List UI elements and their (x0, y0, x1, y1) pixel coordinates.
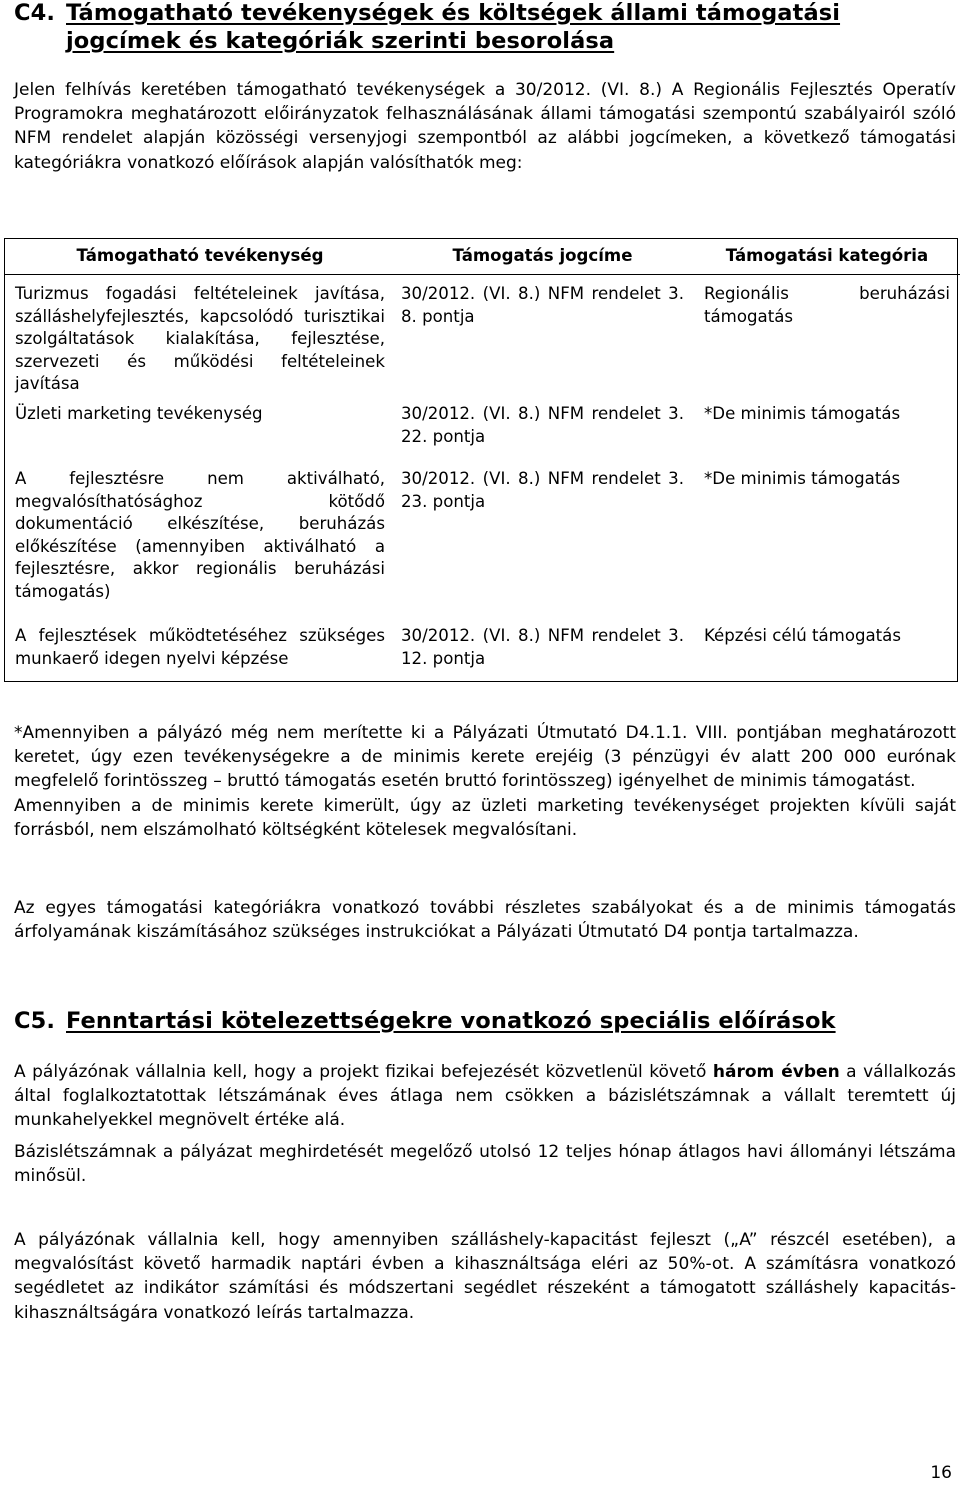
table-cell-legal-basis: 30/2012. (VI. 8.) NFM rendelet 3. 23. pontja (401, 469, 684, 511)
table-header-legal-basis: Támogatás jogcíme (452, 245, 633, 265)
support-table (4, 238, 960, 693)
table-row (4, 610, 960, 693)
note-paragraph-a: *Amennyiben a pályázó még nem merítette ki a Pályázati Útmutató D4.1.1. VIII. pontjában meghatározott keretet, úgy ezen tevékenységekre a de minimis kerete erejéig (3 pénzügyi év alatt 200 000 eurónak megfelelő forintösszeg – bruttó támogatás esetén bruttó forintösszeg) igényelhet de minimis támogatást. (14, 723, 956, 792)
table-row (4, 397, 960, 455)
rules-paragraph: Az egyes támogatási kategóriákra vonatkozó további részletes szabályokat és a de minimis támogatás árfolyamának kiszámításához szükséges instrukciókat a Pályázati Útmutató D4 pontja tartalmazza. (14, 898, 956, 943)
table-cell-activity: Üzleti marketing tevékenység (15, 404, 263, 423)
table-cell-category: Képzési célú támogatás (704, 626, 901, 645)
section-c5-number: C5. (14, 1008, 56, 1034)
table-cell-activity: A fejlesztésre nem aktiválható, megvalósíthatósághoz kötődő dokumentáció elkészítése, beruházás előkészítése (amennyiben aktiválható a fejlesztésre, akkor regionális beruházási támogatás) (15, 469, 385, 601)
section-c4-number: C4. (14, 0, 56, 26)
c5-paragraph-2: Bázislétszámnak a pályázat meghirdetését megelőző utolsó 12 teljes hónap átlagos havi állományi létszáma minősül. (14, 1142, 956, 1187)
c5-paragraph-1 (14, 1060, 956, 1133)
c5-paragraph-1-bold: három évben (712, 1062, 840, 1082)
c5-paragraph-3: A pályázónak vállalnia kell, hogy amennyiben szálláshely-kapacitást fejleszt („A” részcél esetében), a megvalósítást követő harmadik naptári évben a kihasználtsága eléri az 50%-ot. A számításra vonatkozó segédletet az indikátor számítási és módszertani segédlet részeként a támogatott szálláshely kapacitás-kihasználtságára vonatkozó leírás tartalmazza. (14, 1230, 956, 1323)
c5-paragraph-1-before: A pályázónak vállalnia kell, hogy a projekt fizikai befejezését közvetlenül követő (14, 1062, 713, 1082)
note-paragraph-b: Amennyiben a de minimis kerete kimerült, úgy az üzleti marketing tevékenységet projekten kívüli saját forrásból, nem elszámolható költségként kötelesek megvalósítani. (14, 795, 956, 840)
section-c5-title: Fenntartási kötelezettségekre vonatkozó speciális előírások (66, 1008, 836, 1034)
table-cell-legal-basis: 30/2012. (VI. 8.) NFM rendelet 3. 8. pontja (401, 284, 684, 326)
table-cell-legal-basis: 30/2012. (VI. 8.) NFM rendelet 3. 12. pontja (401, 626, 684, 668)
section-c4-title-line2: jogcímek és kategóriák szerinti besorolása (66, 28, 615, 54)
table-cell-activity: Turizmus fogadási feltételeinek javítása, szálláshelyfejlesztés, kapcsolódó turisztikai szolgáltatások kialakítása, fejlesztése, szervezeti és működési feltételeinek javítása (15, 284, 385, 393)
table-cell-category: Regionális beruházási támogatás (704, 284, 950, 326)
page-number: 16 (930, 1463, 952, 1483)
table-row (4, 275, 960, 398)
table-cell-activity: A fejlesztések működtetéséhez szükséges munkaerő idegen nyelvi képzése (15, 626, 385, 668)
intro-paragraph: Jelen felhívás keretében támogatható tevékenységek a 30/2012. (VI. 8.) A Regionális Fejlesztés Operatív Programokra meghatározott előirányzatok felhasználásának állami támogatási szempontú szabályairól szóló NFM rendelet alapján közösségi versenyjogi szempontból az alábbi jogcímeken, a következő támogatási kategóriákra vonatkozó előírások alapján valósíthatók meg: (14, 80, 956, 173)
section-c4-heading (14, 0, 956, 55)
table-header-row (4, 238, 960, 275)
section-c4-title-line1: Támogatható tevékenységek és költségek állami támogatási (66, 0, 841, 26)
table-cell-category: *De minimis támogatás (704, 404, 901, 423)
c5-paragraph-1-after: a vállalkozás által foglalkoztatottak létszámának éves átlaga nem csökken a bázislétszámnak a vállalt teremtett új munkahelyekkel megnövelt értéke alá. (14, 1062, 956, 1131)
table-cell-legal-basis: 30/2012. (VI. 8.) NFM rendelet 3. 22. pontja (401, 404, 684, 446)
de-minimis-note (14, 721, 956, 842)
table-header-category: Támogatási kategória (725, 245, 929, 265)
table-cell-category: *De minimis támogatás (704, 469, 901, 488)
table-header-activity: Támogatható tevékenység (76, 245, 324, 265)
section-c5-heading (14, 1007, 956, 1035)
table-row (4, 455, 960, 610)
